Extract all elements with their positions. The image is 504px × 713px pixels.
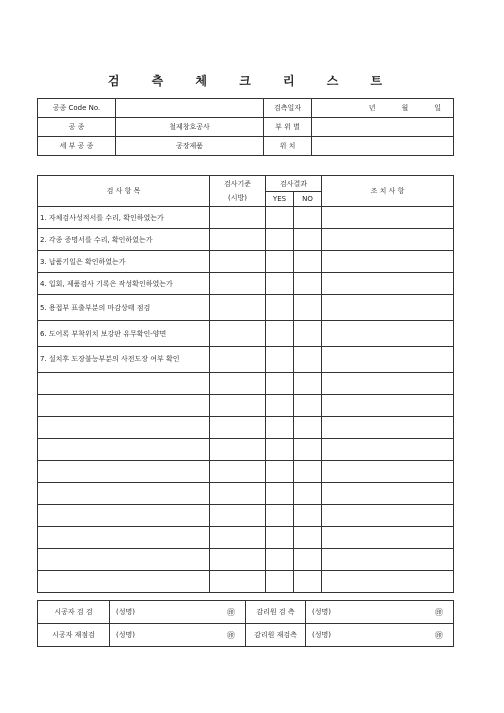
table-row	[38, 207, 454, 229]
no-cell[interactable]	[294, 549, 322, 571]
table-row	[38, 251, 454, 273]
yes-cell[interactable]	[266, 251, 294, 273]
action-cell[interactable]	[322, 273, 454, 295]
item-cell	[38, 439, 210, 461]
yes-cell[interactable]	[266, 207, 294, 229]
item-cell	[38, 527, 210, 549]
work-value[interactable]: 철제창호공사	[116, 118, 264, 137]
yes-cell[interactable]	[266, 439, 294, 461]
std-cell[interactable]	[210, 373, 266, 395]
date-month: 월	[401, 104, 409, 112]
supervisor-check-sign[interactable]	[306, 601, 454, 624]
table-row	[38, 417, 454, 439]
yes-cell[interactable]	[266, 417, 294, 439]
seal-icon: ㊞	[227, 630, 235, 640]
col-item-header: 검 사 항 목	[38, 176, 210, 207]
part-label: 부 위 별	[264, 118, 312, 137]
table-row	[38, 571, 454, 593]
yes-cell[interactable]	[266, 373, 294, 395]
table-row	[38, 321, 454, 347]
std-cell[interactable]	[210, 527, 266, 549]
item-cell	[38, 483, 210, 505]
item-cell	[38, 395, 210, 417]
item-cell: 3. 납품기일은 확인하였는가	[38, 251, 210, 273]
std-cell[interactable]	[210, 321, 266, 347]
action-cell[interactable]	[322, 251, 454, 273]
std-cell[interactable]	[210, 461, 266, 483]
subwork-label: 세 부 공 종	[38, 137, 116, 156]
no-cell[interactable]	[294, 295, 322, 321]
loc-value[interactable]	[312, 137, 454, 156]
action-cell[interactable]	[322, 483, 454, 505]
action-cell[interactable]	[322, 549, 454, 571]
seal-icon: ㊞	[227, 607, 235, 617]
no-cell[interactable]	[294, 229, 322, 251]
no-cell[interactable]	[294, 321, 322, 347]
table-row	[38, 273, 454, 295]
table-row	[38, 295, 454, 321]
yes-cell[interactable]	[266, 295, 294, 321]
std-cell[interactable]	[210, 207, 266, 229]
std-cell[interactable]	[210, 251, 266, 273]
action-cell[interactable]	[322, 417, 454, 439]
table-row	[38, 439, 454, 461]
table-row	[38, 505, 454, 527]
no-cell[interactable]	[294, 461, 322, 483]
no-cell[interactable]	[294, 347, 322, 373]
date-year: 년	[368, 104, 376, 112]
supervisor-recheck-sign[interactable]	[306, 624, 454, 647]
yes-cell[interactable]	[266, 395, 294, 417]
std-cell[interactable]	[210, 417, 266, 439]
contractor-check-sign[interactable]	[110, 601, 246, 624]
col-std-line1: 검사기준	[223, 180, 252, 188]
std-cell[interactable]	[210, 229, 266, 251]
inspection-table	[37, 175, 454, 593]
no-cell[interactable]	[294, 251, 322, 273]
action-cell[interactable]	[322, 207, 454, 229]
table-row	[38, 395, 454, 417]
no-cell[interactable]	[294, 571, 322, 593]
no-cell[interactable]	[294, 395, 322, 417]
seal-icon: ㊞	[435, 607, 443, 617]
action-cell[interactable]	[322, 321, 454, 347]
item-cell: 6. 도어록 부착위치 보강판 유무확인-양면	[38, 321, 210, 347]
item-cell: 2. 각종 증명서를 수리, 확인하였는가	[38, 229, 210, 251]
no-cell[interactable]	[294, 483, 322, 505]
action-cell[interactable]	[322, 395, 454, 417]
std-cell[interactable]	[210, 273, 266, 295]
std-cell[interactable]	[210, 295, 266, 321]
item-cell	[38, 373, 210, 395]
item-cell	[38, 571, 210, 593]
seal-icon: ㊞	[435, 630, 443, 640]
action-cell[interactable]	[322, 373, 454, 395]
no-cell[interactable]	[294, 439, 322, 461]
std-cell[interactable]	[210, 439, 266, 461]
item-cell	[38, 461, 210, 483]
no-cell[interactable]	[294, 417, 322, 439]
action-cell[interactable]	[322, 439, 454, 461]
no-cell[interactable]	[294, 527, 322, 549]
item-cell: 7. 설치후 도장불능부분의 사전도장 여부 확인	[38, 347, 210, 373]
date-day: 일	[434, 104, 441, 112]
no-cell[interactable]	[294, 505, 322, 527]
page-title: 검 측 체 크 리 스 트	[107, 74, 397, 88]
table-row	[38, 549, 454, 571]
col-yes-header: YES	[266, 192, 294, 207]
item-cell	[38, 417, 210, 439]
item-cell: 1. 자체검사성적서를 수리, 확인하였는가	[38, 207, 210, 229]
std-cell[interactable]	[210, 549, 266, 571]
std-cell[interactable]	[210, 483, 266, 505]
subwork-value[interactable]: 공장제품	[116, 137, 264, 156]
code-label: 공종 Code No.	[38, 99, 116, 118]
col-action-header: 조 치 사 항	[322, 176, 454, 207]
item-cell: 5. 용접부 표출부분의 마감상태 점검	[38, 295, 210, 321]
col-std-header	[210, 176, 266, 207]
action-cell[interactable]	[322, 571, 454, 593]
contractor-recheck-sign[interactable]	[110, 624, 246, 647]
loc-label: 위 치	[264, 137, 312, 156]
contractor-recheck-label: 시공자 재점검	[38, 624, 110, 647]
item-cell	[38, 549, 210, 571]
work-label: 공 종	[38, 118, 116, 137]
yes-cell[interactable]	[266, 229, 294, 251]
no-cell[interactable]	[294, 207, 322, 229]
yes-cell[interactable]	[266, 483, 294, 505]
yes-cell[interactable]	[266, 505, 294, 527]
action-cell[interactable]	[322, 527, 454, 549]
std-cell[interactable]	[210, 347, 266, 373]
std-cell[interactable]	[210, 571, 266, 593]
action-cell[interactable]	[322, 505, 454, 527]
date-value[interactable]	[312, 99, 454, 118]
std-cell[interactable]	[210, 505, 266, 527]
table-row	[38, 461, 454, 483]
signature-table	[37, 600, 454, 647]
date-label: 검측일자	[264, 99, 312, 118]
col-result-header: 검사결과	[266, 176, 322, 192]
no-cell[interactable]	[294, 273, 322, 295]
name-label: (성명)	[312, 630, 331, 639]
table-row	[38, 527, 454, 549]
no-cell[interactable]	[294, 373, 322, 395]
contractor-check-label: 시공자 검 검	[38, 601, 110, 624]
action-cell[interactable]	[322, 461, 454, 483]
yes-cell[interactable]	[266, 273, 294, 295]
table-row	[38, 373, 454, 395]
action-cell[interactable]	[322, 295, 454, 321]
name-label: (성명)	[116, 607, 135, 616]
yes-cell[interactable]	[266, 321, 294, 347]
code-value[interactable]	[116, 99, 264, 118]
col-std-line2: (시방)	[228, 194, 247, 202]
yes-cell[interactable]	[266, 461, 294, 483]
yes-cell[interactable]	[266, 549, 294, 571]
name-label: (성명)	[312, 607, 331, 616]
part-value[interactable]	[312, 118, 454, 137]
table-row	[38, 229, 454, 251]
col-no-header: NO	[294, 192, 322, 207]
action-cell[interactable]	[322, 229, 454, 251]
yes-cell[interactable]	[266, 347, 294, 373]
yes-cell[interactable]	[266, 527, 294, 549]
table-row	[38, 347, 454, 373]
item-cell: 4. 입회, 제품검사 기록은 작성확인하였는가	[38, 273, 210, 295]
supervisor-recheck-label: 감리원 재검측	[246, 624, 306, 647]
yes-cell[interactable]	[266, 571, 294, 593]
table-row	[38, 483, 454, 505]
header-table	[37, 98, 454, 156]
std-cell[interactable]	[210, 395, 266, 417]
item-cell	[38, 505, 210, 527]
action-cell[interactable]	[322, 347, 454, 373]
supervisor-check-label: 감리원 검 측	[246, 601, 306, 624]
name-label: (성명)	[116, 630, 135, 639]
